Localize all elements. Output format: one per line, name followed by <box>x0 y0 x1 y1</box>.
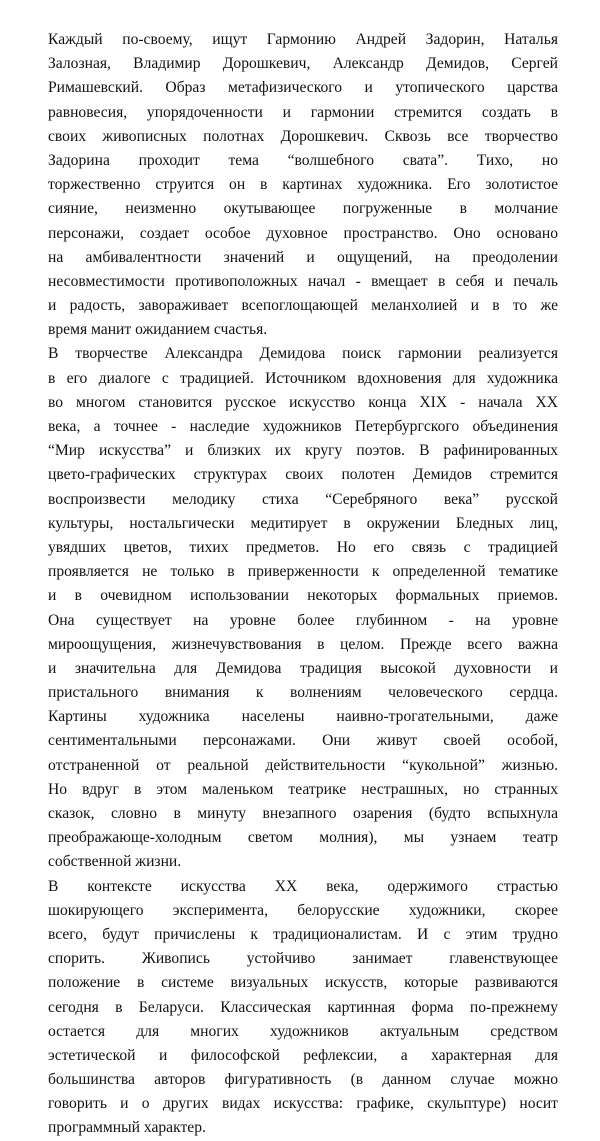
text-line: Каждый по-своему, ищут Гармонию Андрей Задорин, Наталья <box>48 31 558 48</box>
text-line: сентиментальными персонажами. Они живут своей особой, <box>48 732 558 750</box>
text-line: на амбивалентности значений и ощущений, на преодолении <box>48 248 558 266</box>
text-line: говорить и о других видах искусства: графике, скульптуре) носит <box>48 1095 558 1113</box>
text-line: несовместимости противоположных начал - вмещает в себя и печаль <box>48 272 558 290</box>
text-line: равновесия, упорядоченности и гармонии стремится создать в <box>48 103 558 121</box>
text-line: шокирующего эксперимента, белорусские художники, скорее <box>48 901 558 919</box>
text-line: положение в системе визуальных искусств, которые развиваются <box>48 974 558 992</box>
text-line: культуры, ностальгически медитирует в окружении Бледных лиц, <box>48 514 558 532</box>
paragraph-1 <box>48 28 558 342</box>
text-line: персонажи, создает особое духовное пространство. Оно основано <box>48 224 558 242</box>
text-line: пристального внимания к волнениям человеческого сердца. <box>48 684 558 702</box>
text-line: спорить. Живопись устойчиво занимает главенствующее <box>48 950 558 968</box>
text-line: цвето-графических структурах своих полотен Демидов стремится <box>48 466 558 484</box>
text-line: Римашевский. Образ метафизического и утопического царства <box>48 79 558 97</box>
text-line: преображающе-холодным светом молния), мы узнаем театр <box>48 829 558 847</box>
text-line: и радость, завораживает всепоглощающей меланхолией и в то же <box>48 297 558 315</box>
text-line: “Мир искусства” и близких их кругу поэтов. В рафинированных <box>48 442 558 460</box>
text-line: Она существует на уровне более глубинном - на уровне <box>48 611 558 629</box>
text-line: во многом становится русское искусство конца XIX - начала XX <box>48 393 558 411</box>
text-line: и значительна для Демидова традиция высокой духовности и <box>48 659 558 677</box>
text-line: Залозная, Владимир Дорошкевич, Александр Демидов, Сергей <box>48 55 558 73</box>
text-line: увядших цветов, тихих предметов. Но его связь с традицией <box>48 538 558 556</box>
text-line: Но вдруг в этом маленьком театрике нестрашных, но странных <box>48 780 558 798</box>
text-line: В творчестве Александра Демидова поиск гармонии реализуется <box>48 345 558 363</box>
text-line: сказок, словно в минуту внезапного озарения (будто вспыхнула <box>48 805 558 822</box>
text-line: программный характер. <box>48 1119 206 1137</box>
text-line: сияние, неизменно окутывающее погруженные в молчание <box>48 200 558 218</box>
text-line: века, а точнее - наследие художников Петербургского объединения <box>48 418 558 435</box>
text-line: Задорина проходит тема “волшебного свата”. Тихо, но <box>48 151 558 169</box>
text-line: проявляется не только в приверженности к определенной тематике <box>48 563 558 581</box>
text-line: В контексте искусства XX века, одержимого страстью <box>48 877 558 895</box>
paragraph-2 <box>48 342 558 874</box>
text-line: эстетической и философской рефлексии, а характерная для <box>48 1046 558 1064</box>
text-line: остается для многих художников актуальным средством <box>48 1022 558 1040</box>
text-line: торжественно струится он в картинах художника. Его золотистое <box>48 176 558 194</box>
text-line: воспроизвести мелодику стиха “Серебряного века” русской <box>48 490 558 508</box>
text-line: и в очевидном использовании некоторых формальных приемов. <box>48 587 558 605</box>
text-line: в его диалоге с традицией. Источником вдохновения для художника <box>48 369 558 387</box>
text-line: всего, будут причислены к традиционалистам. И с этим трудно <box>48 925 558 943</box>
text-line: время манит ожиданием счастья. <box>48 321 268 339</box>
text-line: Картины художника населены наивно-трогательными, даже <box>48 708 558 726</box>
text-line: своих живописных полотнах Дорошкевич. Сквозь все творчество <box>48 127 558 145</box>
document-page <box>48 28 558 1141</box>
paragraph-3 <box>48 875 558 1141</box>
text-line: сегодня в Беларуси. Классическая картинная форма по-прежнему <box>48 998 558 1016</box>
text-line: большинства авторов фигуративность (в данном случае можно <box>48 1071 558 1089</box>
text-line: мироощущения, жизнечувствования в целом. Прежде всего важна <box>48 635 558 653</box>
text-line: отстраненной от реальной действительности “кукольной” жизнью. <box>48 756 558 774</box>
text-line: собственной жизни. <box>48 853 182 871</box>
